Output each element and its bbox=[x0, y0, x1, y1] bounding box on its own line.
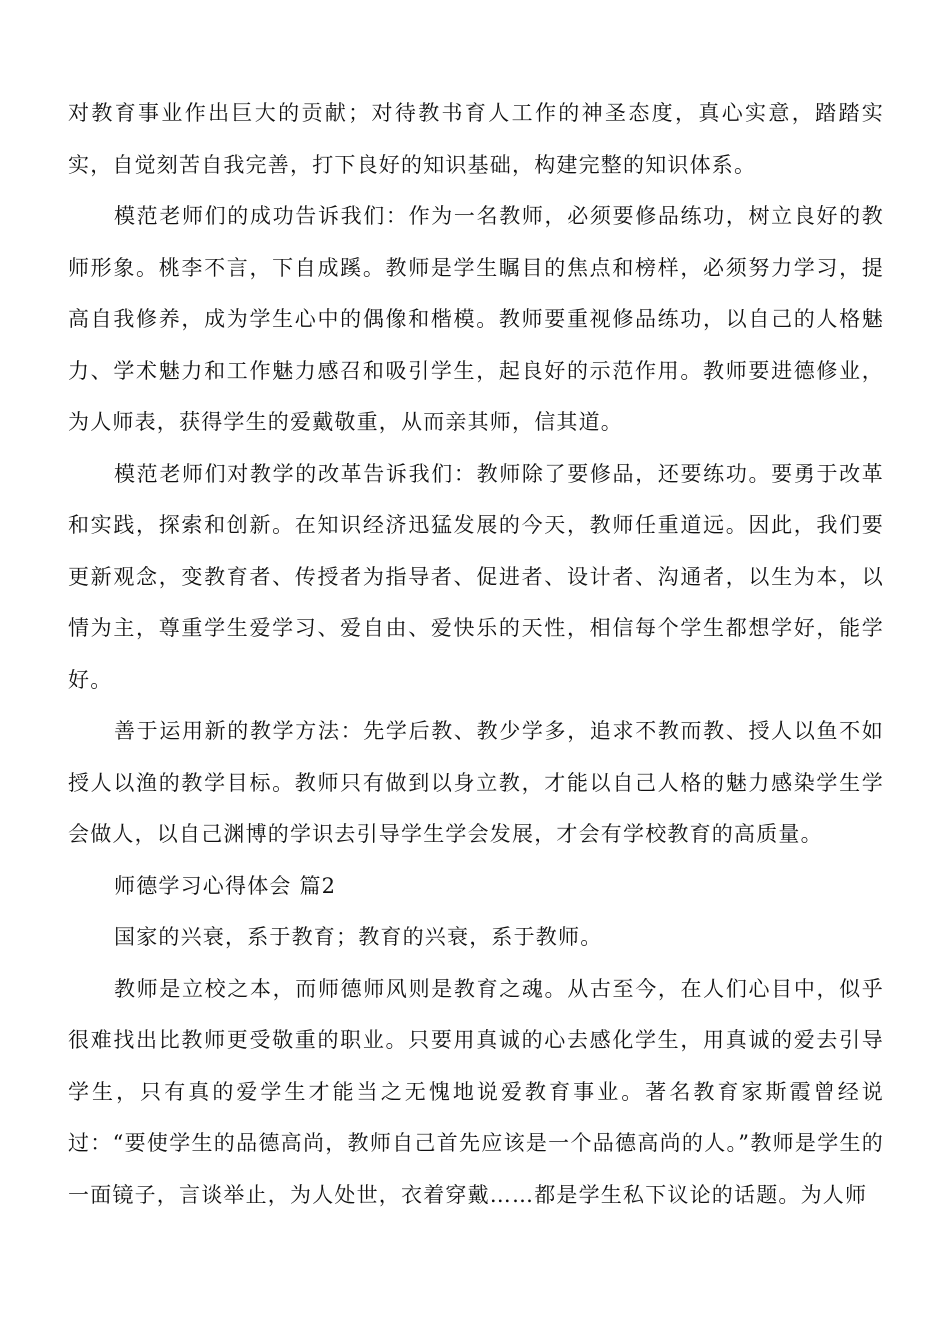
paragraph-5: 国家的兴衰，系于教育；教育的兴衰，系于教师。 bbox=[114, 925, 603, 949]
paragraph-4: 善于运用新的教学方法：先学后教、教少学多，追求不教而教、授人以鱼不如授人以渔的教学目标。教师只有做到以身立教，才能以自己人格的魅力感染学生学会做人，以自己渊博的学识去引导学生学会发展，才会有学校教育的高质量。 bbox=[68, 719, 884, 846]
section-heading: 师德学习心得体会 篇2 bbox=[114, 873, 337, 898]
paragraph-6: 教师是立校之本，而师德师风则是教育之魂。从古至今，在人们心目中，似乎很难找出比教师更受敬重的职业。只要用真诚的心去感化学生，用真诚的爱去引导学生，只有真的爱学生才能当之无愧地说爱教育事业。著名教育家斯霞曾经说过：“要使学生的品德高尚，教师自己首先应该是一个品德高尚的人。”教师是学生的一面镜子，言谈举止，为人处世，衣着穿戴……都是学生私下议论的话题。为人师 bbox=[68, 976, 884, 1207]
paragraph-1: 对教育事业作出巨大的贡献；对待教书育人工作的神圣态度，真心实意，踏踏实实，自觉刻苦自我完善，打下良好的知识基础，构建完整的知识体系。 bbox=[68, 101, 884, 177]
paragraph-3: 模范老师们对教学的改革告诉我们：教师除了要修品，还要练功。要勇于改革和实践，探索和创新。在知识经济迅猛发展的今天，教师任重道远。因此，我们要更新观念，变教育者、传授者为指导者、促进者、设计者、沟通者，以生为本，以情为主，尊重学生爱学习、爱自由、爱快乐的天性，相信每个学生都想学好，能学好。 bbox=[68, 461, 884, 692]
paragraph-2: 模范老师们的成功告诉我们：作为一名教师，必须要修品练功，树立良好的教师形象。桃李不言，下自成蹊。教师是学生瞩目的焦点和榜样，必须努力学习，提高自我修养，成为学生心中的偶像和楷模。教师要重视修品练功，以自己的人格魅力、学术魅力和工作魅力感召和吸引学生，起良好的示范作用。教师要进德修业，为人师表，获得学生的爱戴敬重，从而亲其师，信其道。 bbox=[68, 204, 884, 434]
document-page bbox=[68, 88, 884, 1221]
